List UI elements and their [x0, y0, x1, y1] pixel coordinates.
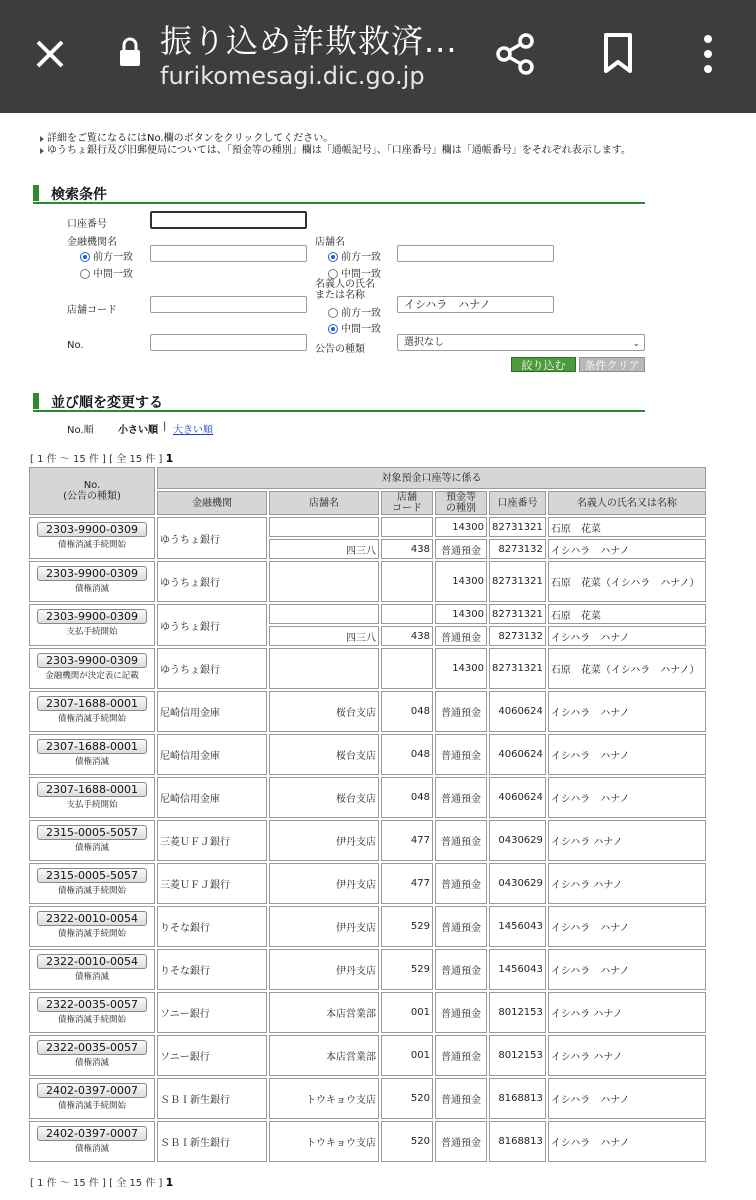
holder-cell: 石原 花菜（イシハラ ハナノ） [548, 648, 706, 689]
row-no-cell [29, 820, 155, 861]
branch-cell [269, 604, 379, 624]
holder-label-line: 名義人の氏名 [315, 279, 375, 290]
branch-cell [269, 648, 379, 689]
detail-button[interactable]: 2303-9900-0309 [37, 522, 147, 537]
branch-cell: 桜台支店 [269, 734, 379, 775]
bank-cell: ソニー銀行 [157, 1035, 267, 1076]
notice-kind: 債権消滅手続開始 [57, 1015, 126, 1025]
branch-cell: 桜台支店 [269, 777, 379, 818]
branch-code-cell: 520 [381, 1078, 433, 1119]
deposit-type-cell: 普通預金 [435, 1035, 487, 1076]
header-account: 口座番号 [489, 491, 546, 515]
radio-checked-icon [328, 252, 338, 262]
row-no-cell [29, 992, 155, 1033]
branch-code-input[interactable] [150, 296, 307, 313]
branch-prefix-radio[interactable] [328, 248, 381, 263]
holder-cell: イシハラ ハナノ [548, 539, 706, 559]
account-cell: 82731321 [489, 517, 546, 537]
deposit-type-cell: 普通預金 [435, 949, 487, 990]
branch-code-cell [381, 648, 433, 689]
branch-code-cell: 520 [381, 1121, 433, 1162]
table-row [29, 604, 706, 624]
page-url[interactable]: furikomesagi.dic.go.jp [160, 62, 425, 90]
holder-cell: イシハラ ハナノ [548, 777, 706, 818]
row-no-cell [29, 777, 155, 818]
notice-kind: 支払手続開始 [66, 800, 118, 810]
pager-page: 1 [165, 452, 174, 465]
account-cell: 8273132 [489, 539, 546, 559]
detail-button[interactable]: 2402-0397-0007 [37, 1083, 147, 1098]
row-no-cell [29, 691, 155, 732]
notice-kind: 債権消滅手続開始 [57, 714, 126, 724]
branch-code-cell: 048 [381, 777, 433, 818]
holder-cell: 石原 花菜 [548, 517, 706, 537]
branch-code-cell: 001 [381, 992, 433, 1033]
detail-button[interactable]: 2303-9900-0309 [37, 653, 147, 668]
deposit-type-cell: 普通預金 [435, 777, 487, 818]
row-no-cell [29, 1035, 155, 1076]
row-no-cell [29, 863, 155, 904]
account-cell: 4060624 [489, 691, 546, 732]
branch-code-cell: 438 [381, 539, 433, 559]
detail-button[interactable]: 2307-1688-0001 [37, 696, 147, 711]
detail-button[interactable]: 2307-1688-0001 [37, 782, 147, 797]
account-cell: 8012153 [489, 1035, 546, 1076]
account-cell: 82731321 [489, 648, 546, 689]
radio-checked-icon [328, 324, 338, 334]
detail-button[interactable]: 2322-0035-0057 [37, 1040, 147, 1055]
branch-code-cell [381, 604, 433, 624]
header-no-sub: (公告の種類) [63, 491, 121, 502]
bank-cell: 三菱ＵＦＪ銀行 [157, 863, 267, 904]
radio-label: 中間一致 [341, 269, 381, 280]
branch-cell: トウキョウ支店 [269, 1078, 379, 1119]
notice-kind: 金融機関が決定表に記載 [45, 671, 139, 681]
table-row [29, 517, 706, 537]
branch-code-cell: 529 [381, 906, 433, 947]
radio-unchecked-icon [80, 269, 90, 279]
notice-kind: 債権消滅 [74, 1058, 109, 1068]
notice-kind: 債権消滅 [74, 584, 109, 594]
holder-name-input[interactable]: イシハラ ハナノ [397, 296, 554, 313]
sort-heading-text: 並び順を変更する [51, 395, 163, 411]
detail-button[interactable]: 2315-0005-5057 [37, 825, 147, 840]
holder-name-label [315, 279, 375, 301]
detail-button[interactable]: 2303-9900-0309 [37, 609, 147, 624]
bank-cell: りそな銀行 [157, 949, 267, 990]
holder-cell: イシハラ ハナノ [548, 949, 706, 990]
table-row [29, 648, 706, 689]
branch-cell: 本店営業部 [269, 1035, 379, 1076]
row-no-cell [29, 734, 155, 775]
bank-cell: ＳＢＩ新生銀行 [157, 1078, 267, 1119]
holder-label-line: または名称 [315, 290, 365, 301]
branch-cell: 四三八 [269, 626, 379, 646]
account-cell: 82731321 [489, 604, 546, 624]
row-no-cell [29, 906, 155, 947]
table-row [29, 734, 706, 775]
radio-checked-icon [80, 252, 90, 262]
table-row [29, 691, 706, 732]
notice-kind: 債権消滅手続開始 [57, 540, 126, 550]
deposit-type-cell: 普通預金 [435, 539, 487, 559]
holder-cell: イシハラ ハナノ [548, 1078, 706, 1119]
holder-cell: イシハラ ハナノ [548, 626, 706, 646]
header-branch-code [381, 491, 433, 515]
header-bank: 金融機関 [157, 491, 267, 515]
chevron-down-icon: ⌄ [632, 339, 640, 349]
account-cell: 4060624 [489, 734, 546, 775]
header-no-text: No. [83, 480, 101, 491]
radio-unchecked-icon [328, 269, 338, 279]
branch-cell: 伊丹支店 [269, 949, 379, 990]
deposit-type-cell: 普通預金 [435, 1078, 487, 1119]
bank-cell: 尼崎信用金庫 [157, 734, 267, 775]
browser-toolbar [0, 0, 756, 113]
header-text: コード [392, 503, 422, 514]
table-row [29, 820, 706, 861]
account-number-input[interactable] [150, 211, 307, 229]
page-title[interactable]: 振り込め詐欺救済... [160, 22, 458, 60]
account-cell: 8273132 [489, 626, 546, 646]
row-no-cell [29, 1121, 155, 1162]
row-no-cell [29, 517, 155, 559]
bank-name-input[interactable] [150, 245, 307, 262]
lock-icon [118, 36, 142, 68]
row-no-cell [29, 561, 155, 602]
radio-label: 前方一致 [93, 252, 133, 263]
pager-top [30, 450, 173, 465]
holder-cell: 石原 花菜（イシハラ ハナノ） [548, 561, 706, 602]
no-input[interactable] [150, 334, 307, 351]
more-vert-icon[interactable] [696, 32, 720, 76]
instructions [40, 133, 650, 157]
bank-cell: りそな銀行 [157, 906, 267, 947]
detail-button[interactable]: 2322-0010-0054 [37, 954, 147, 969]
clear-conditions-button[interactable]: 条件クリア [579, 357, 645, 372]
table-row [29, 1035, 706, 1076]
branch-cell: 四三八 [269, 539, 379, 559]
bank-cell: 尼崎信用金庫 [157, 691, 267, 732]
notice-kind: 支払手続開始 [66, 627, 118, 637]
table-row [29, 906, 706, 947]
branch-code-cell: 048 [381, 734, 433, 775]
pager-page: 1 [165, 1176, 174, 1189]
notice-kind: 債権消滅 [74, 972, 109, 982]
detail-button[interactable]: 2322-0035-0057 [37, 997, 147, 1012]
bank-name-label: 金融機関名 [67, 237, 117, 248]
holder-cell: イシハラ ハナノ [548, 1035, 706, 1076]
account-cell: 8012153 [489, 992, 546, 1033]
bank-cell: ＳＢＩ新生銀行 [157, 1121, 267, 1162]
branch-cell: 桜台支店 [269, 691, 379, 732]
row-no-cell [29, 648, 155, 689]
branch-cell: トウキョウ支店 [269, 1121, 379, 1162]
pager-bottom [30, 1174, 173, 1189]
table-row [29, 1121, 706, 1162]
deposit-type-cell: 14300 [435, 561, 487, 602]
deposit-type-cell: 普通預金 [435, 820, 487, 861]
pager-range: [ 1 件 〜 15 件 ] [30, 454, 106, 465]
account-cell: 82731321 [489, 561, 546, 602]
branch-code-cell: 477 [381, 863, 433, 904]
header-no [29, 467, 155, 515]
bank-cell: 三菱ＵＦＪ銀行 [157, 820, 267, 861]
branch-cell: 伊丹支店 [269, 863, 379, 904]
row-no-cell [29, 1078, 155, 1119]
deposit-type-cell: 普通預金 [435, 992, 487, 1033]
row-no-cell [29, 604, 155, 646]
bank-cell: ソニー銀行 [157, 992, 267, 1033]
bank-partial-radio[interactable] [80, 265, 133, 280]
account-cell: 1456043 [489, 906, 546, 947]
header-deposit-type [435, 491, 487, 515]
branch-code-cell: 048 [381, 691, 433, 732]
header-branch: 店舗名 [269, 491, 379, 515]
account-cell: 8168813 [489, 1078, 546, 1119]
branch-cell: 伊丹支店 [269, 906, 379, 947]
notice-kind: 債権消滅 [74, 757, 109, 767]
branch-cell [269, 561, 379, 602]
table-row [29, 1078, 706, 1119]
notice-type-label: 公告の種類 [315, 344, 365, 355]
sort-separator: | [163, 421, 167, 432]
deposit-type-cell: 14300 [435, 648, 487, 689]
radio-label: 前方一致 [341, 308, 381, 319]
deposit-type-cell: 普通預金 [435, 1121, 487, 1162]
heading-marker [33, 393, 39, 409]
close-icon[interactable] [30, 34, 70, 74]
deposit-type-cell: 14300 [435, 517, 487, 537]
header-text: 店舗 [397, 492, 417, 503]
table-row [29, 561, 706, 602]
account-cell: 0430629 [489, 820, 546, 861]
holder-cell: イシハラ ハナノ [548, 734, 706, 775]
branch-name-input[interactable] [397, 245, 554, 262]
branch-code-cell: 529 [381, 949, 433, 990]
detail-button[interactable]: 2315-0005-5057 [37, 868, 147, 883]
branch-cell [269, 517, 379, 537]
note-item: 詳細をご覧になるにはNo.欄のボタンをクリックしてください。 [40, 133, 650, 145]
holder-cell: イシハラ ハナノ [548, 1121, 706, 1162]
deposit-type-cell: 普通預金 [435, 906, 487, 947]
branch-code-cell: 001 [381, 1035, 433, 1076]
table-row [29, 777, 706, 818]
pager-total: [ 全 15 件 ] [109, 454, 163, 465]
detail-button[interactable]: 2307-1688-0001 [37, 739, 147, 754]
sort-label: No.順 [67, 425, 94, 436]
branch-code-cell [381, 561, 433, 602]
branch-partial-radio[interactable] [328, 265, 381, 280]
holder-cell: イシハラ ハナノ [548, 691, 706, 732]
search-heading-text: 検索条件 [51, 187, 107, 203]
bookmark-icon[interactable] [603, 32, 633, 74]
search-heading [33, 184, 645, 204]
detail-button[interactable]: 2303-9900-0309 [37, 566, 147, 581]
table-row [29, 992, 706, 1033]
heading-marker [33, 185, 39, 201]
branch-name-label: 店舗名 [315, 237, 345, 248]
holder-cell: 石原 花菜 [548, 604, 706, 624]
holder-partial-radio[interactable] [328, 320, 381, 335]
bank-cell: ゆうちょ銀行 [157, 604, 267, 646]
table-row [29, 863, 706, 904]
share-icon[interactable] [494, 32, 538, 76]
radio-label: 中間一致 [341, 324, 381, 335]
notice-type-select[interactable] [397, 334, 645, 351]
bank-cell: ゆうちょ銀行 [157, 517, 267, 559]
branch-code-cell: 477 [381, 820, 433, 861]
deposit-type-cell: 14300 [435, 604, 487, 624]
holder-prefix-radio[interactable] [328, 304, 381, 319]
header-text: の種別 [446, 503, 476, 514]
filter-button[interactable]: 絞り込む [511, 357, 576, 372]
account-number-label: 口座番号 [67, 219, 107, 230]
deposit-type-cell: 普通預金 [435, 734, 487, 775]
notice-kind: 債権消滅 [74, 843, 109, 853]
header-group: 対象預金口座等に係る [157, 467, 706, 489]
header-text: 預金等 [446, 492, 476, 503]
holder-cell: イシハラ ハナノ [548, 820, 706, 861]
row-no-cell [29, 949, 155, 990]
bank-prefix-radio[interactable] [80, 248, 133, 263]
results-table [27, 465, 708, 1164]
detail-button[interactable]: 2402-0397-0007 [37, 1126, 147, 1141]
bank-cell: 尼崎信用金庫 [157, 777, 267, 818]
sort-ascending: 小さい順 [118, 425, 158, 436]
notice-kind: 債権消滅手続開始 [57, 1101, 126, 1111]
notice-kind: 債権消滅手続開始 [57, 929, 126, 939]
detail-button[interactable]: 2322-0010-0054 [37, 911, 147, 926]
branch-cell: 本店営業部 [269, 992, 379, 1033]
deposit-type-cell: 普通預金 [435, 691, 487, 732]
sort-descending-link[interactable]: 大きい順 [173, 425, 213, 436]
pager-total: [ 全 15 件 ] [109, 1178, 163, 1189]
account-cell: 8168813 [489, 1121, 546, 1162]
holder-cell: イシハラ ハナノ [548, 992, 706, 1033]
select-value: 選択なし [404, 337, 444, 348]
branch-code-cell [381, 517, 433, 537]
pager-range: [ 1 件 〜 15 件 ] [30, 1178, 106, 1189]
header-holder: 名義人の氏名又は名称 [548, 491, 706, 515]
account-cell: 0430629 [489, 863, 546, 904]
holder-cell: イシハラ ハナノ [548, 863, 706, 904]
radio-label: 前方一致 [341, 252, 381, 263]
deposit-type-cell: 普通預金 [435, 863, 487, 904]
deposit-type-cell: 普通預金 [435, 626, 487, 646]
notice-kind: 債権消滅 [74, 1144, 109, 1154]
bank-cell: ゆうちょ銀行 [157, 648, 267, 689]
table-row [29, 949, 706, 990]
account-cell: 4060624 [489, 777, 546, 818]
radio-unchecked-icon [328, 308, 338, 318]
account-cell: 1456043 [489, 949, 546, 990]
no-label: No. [67, 340, 84, 351]
bank-cell: ゆうちょ銀行 [157, 561, 267, 602]
branch-cell: 伊丹支店 [269, 820, 379, 861]
holder-cell: イシハラ ハナノ [548, 906, 706, 947]
branch-code-label: 店舗コード [67, 305, 117, 316]
radio-label: 中間一致 [93, 269, 133, 280]
branch-code-cell: 438 [381, 626, 433, 646]
sort-heading [33, 392, 645, 412]
notice-kind: 債権消滅手続開始 [57, 886, 126, 896]
note-item: ゆうちょ銀行及び旧郵便局については、「預金等の種別」欄は「通帳記号」、「口座番号」欄は「通帳番号」をそれぞれ表示します。 [40, 145, 650, 157]
